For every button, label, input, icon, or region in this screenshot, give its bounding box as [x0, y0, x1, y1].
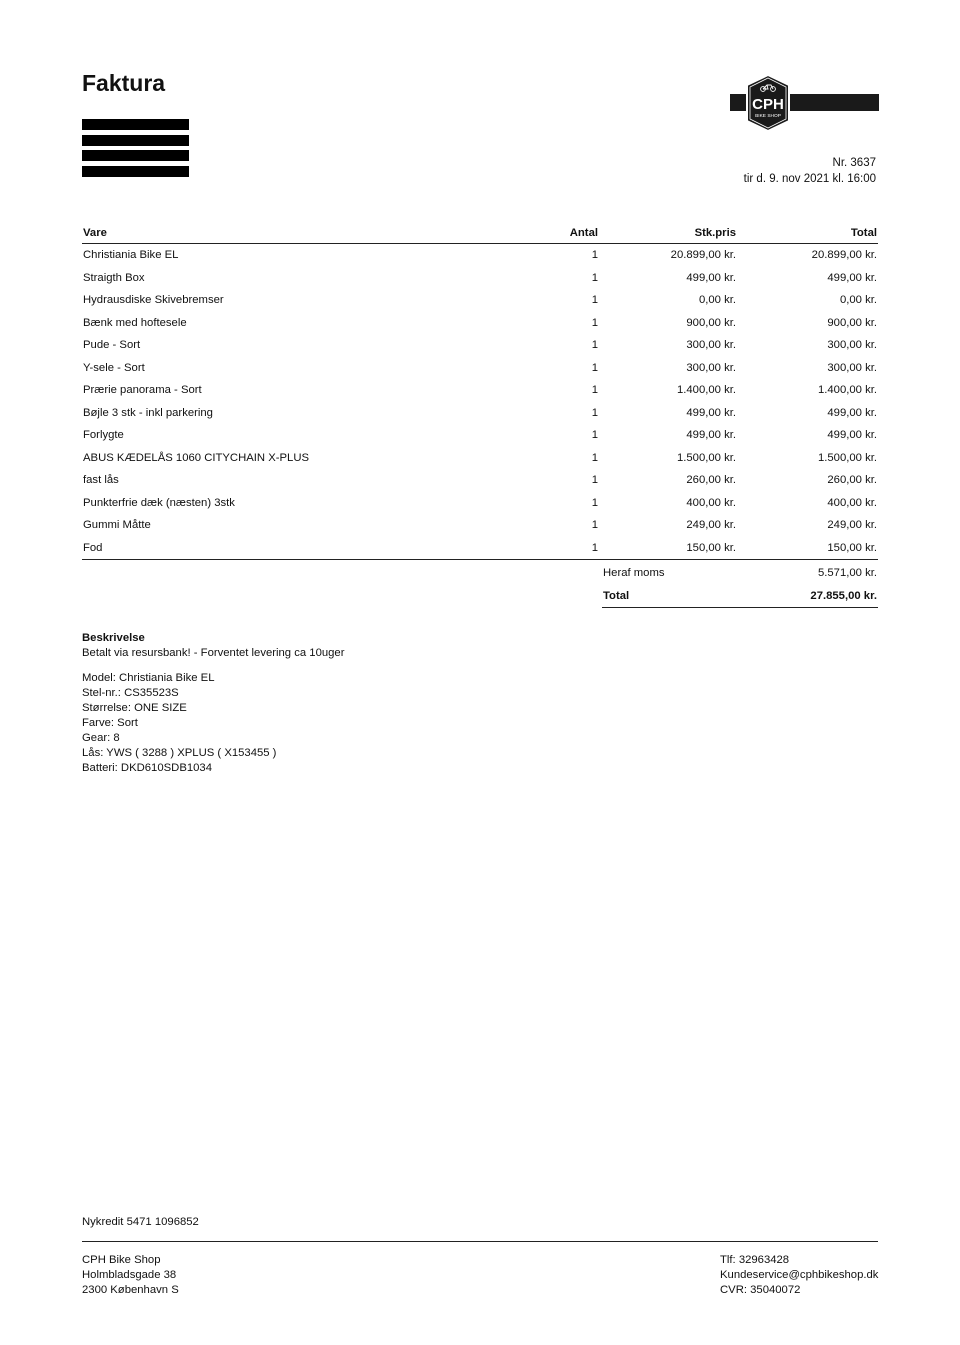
cell-qty: 1: [591, 294, 598, 307]
cell-item: Hydrausdiske Skivebremser: [83, 294, 224, 307]
footer-address: [82, 1253, 179, 1298]
footer-contact: [720, 1253, 878, 1298]
footer-divider: [82, 1241, 878, 1242]
cell-item: Gummi Måtte: [83, 519, 151, 532]
cell-unit-price: 1.400,00 kr.: [676, 384, 736, 397]
detail-line: Gear: 8: [82, 732, 120, 744]
cell-unit-price: 900,00 kr.: [686, 316, 736, 329]
detail-line: Model: Christiania Bike EL: [82, 672, 215, 684]
company-cvr: CVR: 35040072: [720, 1284, 801, 1296]
cell-total: 499,00 kr.: [827, 406, 877, 419]
table-row: [82, 514, 878, 537]
cell-total: 499,00 kr.: [827, 271, 877, 284]
table-row: [82, 312, 878, 335]
cell-total: 150,00 kr.: [737, 537, 878, 560]
invoice-items-table: [82, 224, 878, 560]
cell-total: 300,00 kr.: [827, 339, 877, 352]
cell-unit-price: 20.899,00 kr.: [670, 249, 736, 262]
table-row: [82, 334, 878, 357]
vat-row: [602, 562, 878, 585]
table-header-row: [82, 224, 878, 244]
detail-line: Størrelse: ONE SIZE: [82, 702, 187, 714]
cell-qty: 1: [591, 474, 598, 487]
company-phone: Tlf: 32963428: [720, 1254, 790, 1266]
cell-qty: 1: [591, 339, 598, 352]
table-row: [82, 492, 878, 515]
company-logo: [730, 72, 879, 134]
cell-unit-price: 300,00 kr.: [686, 361, 736, 374]
cell-qty: 1: [591, 496, 598, 509]
redaction-bar: [82, 135, 189, 146]
cell-unit-price: 300,00 kr.: [686, 339, 736, 352]
vat-label: Heraf moms: [603, 567, 665, 580]
cell-qty: 1: [591, 271, 598, 284]
company-city: 2300 København S: [82, 1284, 179, 1296]
grand-total-row: [602, 585, 878, 608]
column-header-total: Total: [737, 224, 878, 244]
cell-total: 260,00 kr.: [827, 474, 877, 487]
table-row: [82, 379, 878, 402]
redaction-bar: [82, 119, 189, 130]
cell-unit-price: 499,00 kr.: [686, 271, 736, 284]
bank-account: Nykredit 5471 1096852: [82, 1216, 199, 1228]
cell-item: Fod: [82, 537, 517, 560]
cell-item: ABUS KÆDELÅS 1060 CITYCHAIN X-PLUS: [83, 451, 310, 464]
cell-item: Bøjle 3 stk - inkl parkering: [83, 406, 213, 419]
cell-total: 0,00 kr.: [839, 294, 877, 307]
cell-unit-price: 499,00 kr.: [686, 406, 736, 419]
cell-item: Straigth Box: [83, 271, 145, 284]
cell-total: 900,00 kr.: [827, 316, 877, 329]
cell-qty: 1: [517, 537, 599, 560]
cell-unit-price: 1.500,00 kr.: [676, 451, 736, 464]
column-header-qty: Antal: [517, 224, 599, 244]
cell-unit-price: 0,00 kr.: [698, 294, 736, 307]
cell-item: Prærie panorama - Sort: [83, 384, 202, 397]
cell-item: Forlygte: [83, 429, 124, 442]
cell-qty: 1: [591, 429, 598, 442]
logo-text: CPH: [752, 96, 784, 113]
description-heading: Beskrivelse: [82, 632, 145, 644]
cell-qty: 1: [591, 384, 598, 397]
table-row: [82, 469, 878, 492]
table-row: [82, 244, 878, 267]
cell-unit-price: 150,00 kr.: [599, 537, 737, 560]
cell-total: 1.500,00 kr.: [817, 451, 877, 464]
cell-total: 300,00 kr.: [827, 361, 877, 374]
detail-line: Stel-nr.: CS35523S: [82, 687, 179, 699]
product-details: [82, 671, 344, 776]
grand-total-value: 27.855,00 kr.: [735, 585, 878, 608]
cell-item: Punkterfrie dæk (næsten) 3stk: [83, 496, 235, 509]
cell-qty: 1: [591, 451, 598, 464]
cell-total: 499,00 kr.: [827, 429, 877, 442]
cell-total: 400,00 kr.: [827, 496, 877, 509]
table-row: [82, 447, 878, 470]
cell-qty: 1: [591, 361, 598, 374]
column-header-unit-price: Stk.pris: [599, 224, 737, 244]
redaction-bar: [82, 166, 189, 177]
cell-item: fast lås: [83, 474, 119, 487]
cell-item: Bænk med hoftesele: [83, 316, 187, 329]
payment-note: Betalt via resursbank! - Forventet levering ca 10uger: [82, 647, 345, 659]
invoice-title: Faktura: [82, 70, 166, 96]
cell-total: 20.899,00 kr.: [811, 249, 877, 262]
invoice-number: Nr. 3637: [832, 157, 876, 169]
cell-item: Y-sele - Sort: [83, 361, 145, 374]
detail-line: Farve: Sort: [82, 717, 138, 729]
invoice-datetime: tir d. 9. nov 2021 kl. 16:00: [743, 173, 876, 185]
cell-unit-price: 249,00 kr.: [686, 519, 736, 532]
company-street: Holmbladsgade 38: [82, 1269, 177, 1281]
cell-unit-price: 499,00 kr.: [686, 429, 736, 442]
table-row: [82, 267, 878, 290]
table-row: [82, 424, 878, 447]
table-row: [82, 289, 878, 312]
cell-qty: 1: [591, 249, 598, 262]
table-row: [82, 357, 878, 380]
cell-item: Pude - Sort: [83, 339, 141, 352]
company-email[interactable]: Kundeservice@cphbikeshop.dk: [720, 1269, 879, 1281]
redaction-bar: [82, 150, 189, 161]
cell-item: Christiania Bike EL: [83, 249, 179, 262]
logo-subtext: BIKE SHOP: [755, 114, 781, 119]
invoice-meta: [744, 155, 876, 187]
cell-total: 1.400,00 kr.: [817, 384, 877, 397]
grand-total-label: Total: [602, 585, 735, 608]
cell-qty: 1: [591, 406, 598, 419]
vat-value: 5.571,00 kr.: [817, 567, 877, 580]
cell-qty: 1: [591, 316, 598, 329]
detail-line: Batteri: DKD610SDB1034: [82, 762, 212, 774]
column-header-item: Vare: [82, 224, 517, 244]
company-name: CPH Bike Shop: [82, 1254, 161, 1266]
detail-line: Lås: YWS ( 3288 ) XPLUS ( X153455 ): [82, 747, 277, 759]
description-section: [82, 631, 344, 776]
cell-unit-price: 260,00 kr.: [686, 474, 736, 487]
table-row: [82, 537, 878, 560]
cell-qty: 1: [591, 519, 598, 532]
cell-total: 249,00 kr.: [827, 519, 877, 532]
table-row: [82, 402, 878, 425]
cell-unit-price: 400,00 kr.: [686, 496, 736, 509]
invoice-summary: [602, 562, 878, 608]
